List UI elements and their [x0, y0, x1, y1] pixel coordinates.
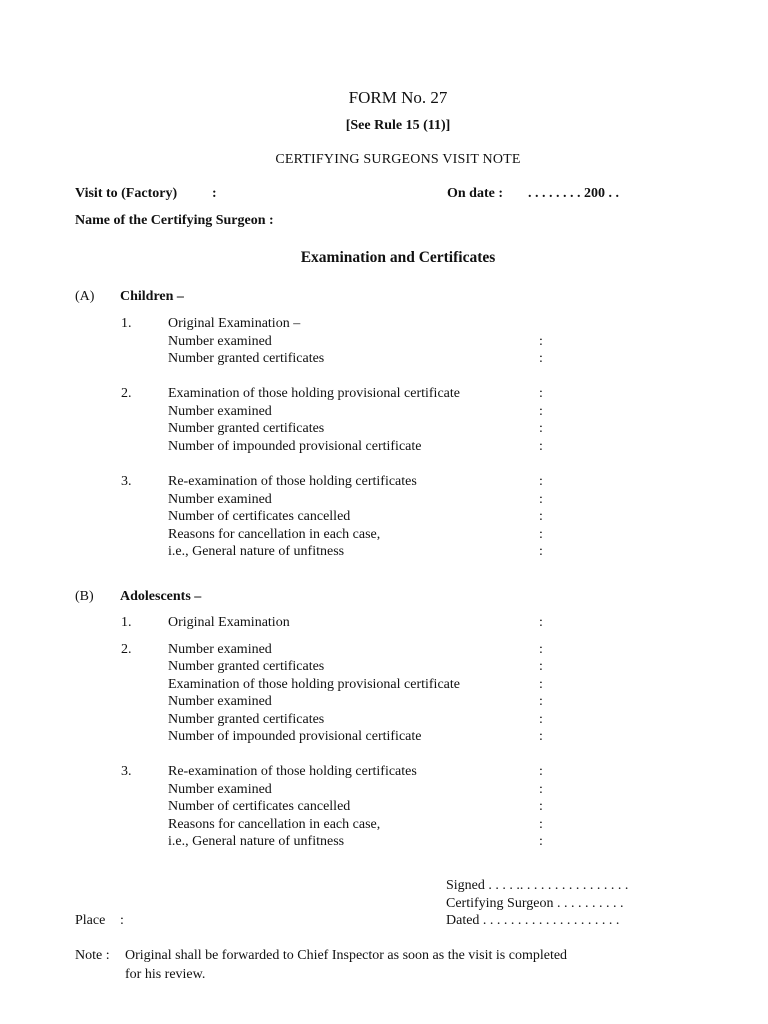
dated-line: Dated . . . . . . . . . . . . . . . . . . . . — [446, 913, 620, 928]
item-line: Number examined — [168, 782, 272, 797]
visit-colon: : — [212, 186, 217, 201]
item-colon: : — [539, 404, 543, 419]
item-colon: : — [539, 782, 543, 797]
item-line: Number examined — [168, 642, 272, 657]
item-colon: : — [539, 439, 543, 454]
item-colon: : — [539, 834, 543, 849]
item-colon: : — [539, 817, 543, 832]
item-number: 1. — [121, 316, 132, 331]
item-line: Number of impounded provisional certificate — [168, 439, 422, 454]
item-line: Number granted certificates — [168, 351, 325, 366]
date-value: . . . . . . . . 200 . . — [528, 186, 619, 201]
place-colon: : — [120, 913, 124, 928]
item-line: Number granted certificates — [168, 421, 325, 436]
form-title: FORM No. 27 — [348, 88, 448, 107]
section-b-title: Adolescents – — [120, 589, 202, 604]
note-line-1: Original shall be forwarded to Chief Inspector as soon as the visit is completed — [125, 948, 568, 963]
item-colon: : — [539, 421, 543, 436]
item-line: Number examined — [168, 694, 272, 709]
item-colon: : — [539, 386, 543, 401]
item-line: Original Examination – — [168, 316, 301, 331]
item-colon: : — [539, 615, 543, 630]
place-label: Place — [75, 913, 106, 928]
item-colon: : — [539, 694, 543, 709]
item-line: Number examined — [168, 334, 272, 349]
item-colon: : — [539, 712, 543, 727]
item-number: 1. — [121, 615, 132, 630]
section-b-marker: (B) — [75, 589, 94, 604]
item-number: 2. — [121, 642, 132, 657]
form-subtitle: CERTIFYING SURGEONS VISIT NOTE — [275, 152, 521, 167]
note-label: Note : — [75, 948, 110, 963]
item-colon: : — [539, 334, 543, 349]
item-line: Number of certificates cancelled — [168, 509, 351, 524]
surgeon-label: Name of the Certifying Surgeon : — [75, 213, 274, 228]
item-colon: : — [539, 474, 543, 489]
item-colon: : — [539, 544, 543, 559]
visit-label: Visit to (Factory) — [75, 186, 178, 201]
item-line: Reasons for cancellation in each case, — [168, 527, 381, 542]
item-line: i.e., General nature of unfitness — [168, 834, 345, 849]
item-colon: : — [539, 509, 543, 524]
note-line-2: for his review. — [125, 967, 206, 982]
item-line: Number of impounded provisional certificate — [168, 729, 422, 744]
item-number: 2. — [121, 386, 132, 401]
item-line: Re-examination of those holding certificates — [168, 764, 417, 779]
item-colon: : — [539, 642, 543, 657]
item-line: Examination of those holding provisional certificate — [168, 677, 460, 692]
item-number: 3. — [121, 474, 132, 489]
section-title: Examination and Certificates — [300, 249, 496, 266]
item-line: Original Examination — [168, 615, 290, 630]
item-line: i.e., General nature of unfitness — [168, 544, 345, 559]
item-line: Number granted certificates — [168, 712, 325, 727]
item-colon: : — [539, 764, 543, 779]
item-colon: : — [539, 351, 543, 366]
item-line: Examination of those holding provisional certificate — [168, 386, 460, 401]
item-colon: : — [539, 677, 543, 692]
item-line: Number examined — [168, 492, 272, 507]
item-colon: : — [539, 492, 543, 507]
item-colon: : — [539, 527, 543, 542]
item-line: Reasons for cancellation in each case, — [168, 817, 381, 832]
form-rule: [See Rule 15 (11)] — [345, 118, 451, 133]
item-number: 3. — [121, 764, 132, 779]
certifying-surgeon-line: Certifying Surgeon . . . . . . . . . . — [446, 896, 624, 911]
item-colon: : — [539, 659, 543, 674]
section-a-marker: (A) — [75, 289, 95, 304]
item-line: Number granted certificates — [168, 659, 325, 674]
signed-line: Signed . . . . .. . . . . . . . . . . . . . . . — [446, 878, 629, 893]
section-a-title: Children – — [120, 289, 184, 304]
item-line: Number examined — [168, 404, 272, 419]
item-line: Number of certificates cancelled — [168, 799, 351, 814]
date-label: On date : — [447, 186, 503, 201]
item-line: Re-examination of those holding certificates — [168, 474, 417, 489]
item-colon: : — [539, 729, 543, 744]
item-colon: : — [539, 799, 543, 814]
